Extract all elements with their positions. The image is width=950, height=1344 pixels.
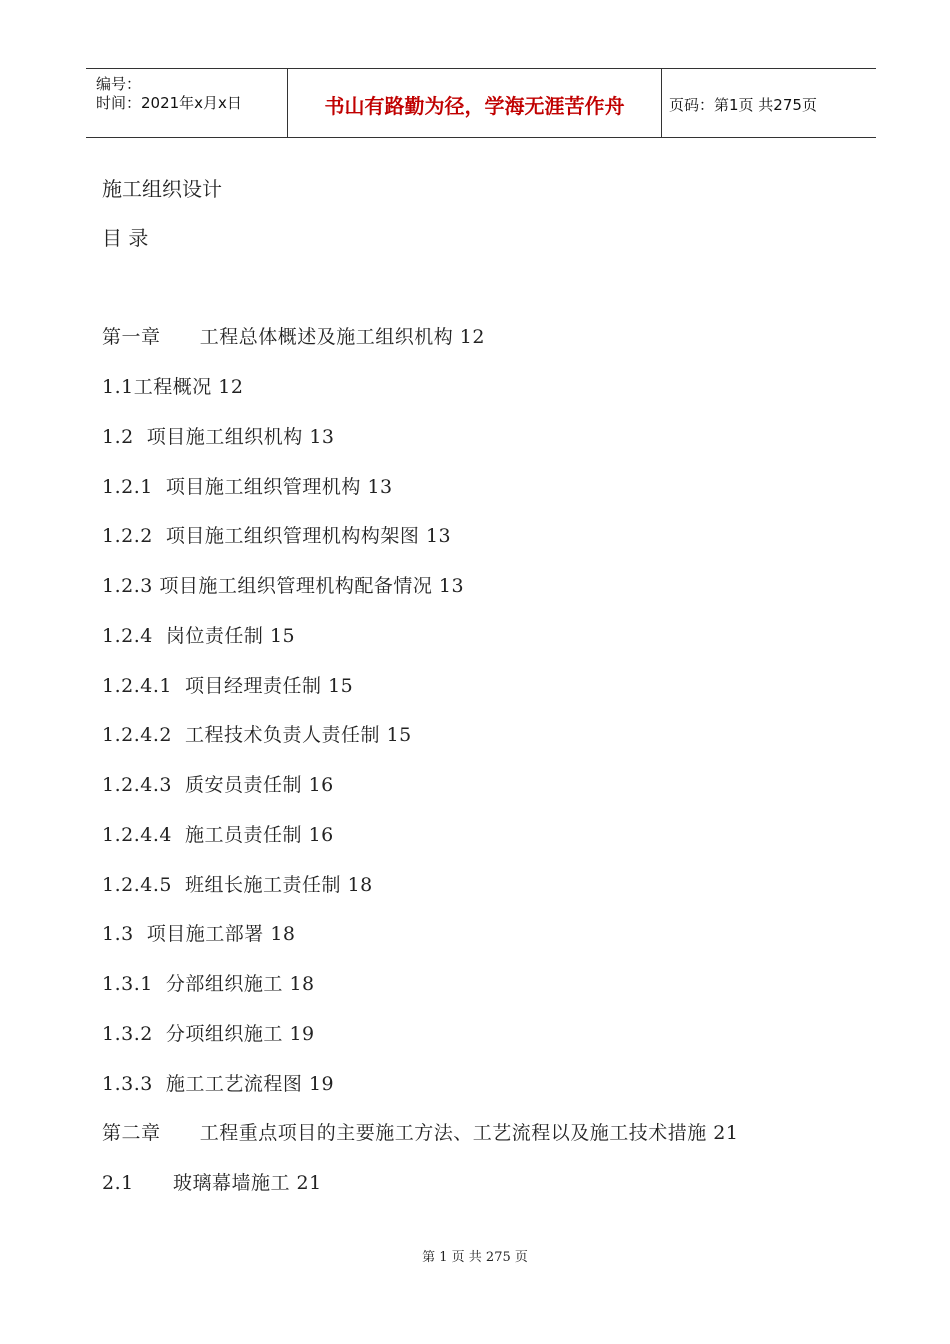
header-motto: 书山有路勤为径，学海无涯苦作舟 [324, 94, 625, 118]
document-time-label: 时间：2021年x月x日 [96, 94, 242, 112]
toc-entry[interactable]: 1.3.2 分项组织施工 19 [102, 1023, 315, 1045]
toc-entry[interactable]: 1.2.4.1 项目经理责任制 15 [102, 675, 354, 697]
header-motto-cell [287, 69, 662, 137]
toc-entry[interactable]: 第二章 工程重点项目的主要施工方法、工艺流程以及施工技术措施 21 [102, 1122, 739, 1144]
toc-entry[interactable]: 1.2.4.2 工程技术负责人责任制 15 [102, 724, 412, 746]
toc-entry[interactable]: 1.2.4 岗位责任制 15 [102, 625, 296, 647]
header-left-cell [86, 69, 287, 137]
page-footer: 第 1 页 共 275 页 [422, 1250, 528, 1265]
toc-entry[interactable]: 第一章 工程总体概述及施工组织机构 12 [102, 326, 485, 348]
toc-entry[interactable]: 1.3.3 施工工艺流程图 19 [102, 1073, 335, 1095]
header-right-cell [661, 69, 876, 137]
toc-entry[interactable]: 1.1工程概况 12 [102, 376, 244, 398]
toc-entry[interactable]: 1.3 项目施工部署 18 [102, 923, 296, 945]
page-number-label: 页码：第1页 共275页 [669, 96, 817, 114]
page-header [86, 68, 876, 138]
toc-heading: 目 录 [102, 226, 149, 250]
toc-entry[interactable]: 1.2.4.4 施工员责任制 16 [102, 824, 334, 846]
toc-entry[interactable]: 2.1 玻璃幕墙施工 21 [102, 1172, 322, 1194]
toc-entry[interactable]: 1.2.1 项目施工组织管理机构 13 [102, 476, 393, 498]
toc-entry[interactable]: 1.2.2 项目施工组织管理机构构架图 13 [102, 525, 452, 547]
toc-entry[interactable]: 1.2.4.5 班组长施工责任制 18 [102, 874, 373, 896]
toc-entry[interactable]: 1.2.3 项目施工组织管理机构配备情况 13 [102, 575, 465, 597]
document-title: 施工组织设计 [102, 177, 222, 201]
toc-entry[interactable]: 1.2.4.3 质安员责任制 16 [102, 774, 334, 796]
document-number-label: 编号： [96, 75, 142, 93]
toc-entry[interactable]: 1.3.1 分部组织施工 18 [102, 973, 315, 995]
toc-entry[interactable]: 1.2 项目施工组织机构 13 [102, 426, 335, 448]
